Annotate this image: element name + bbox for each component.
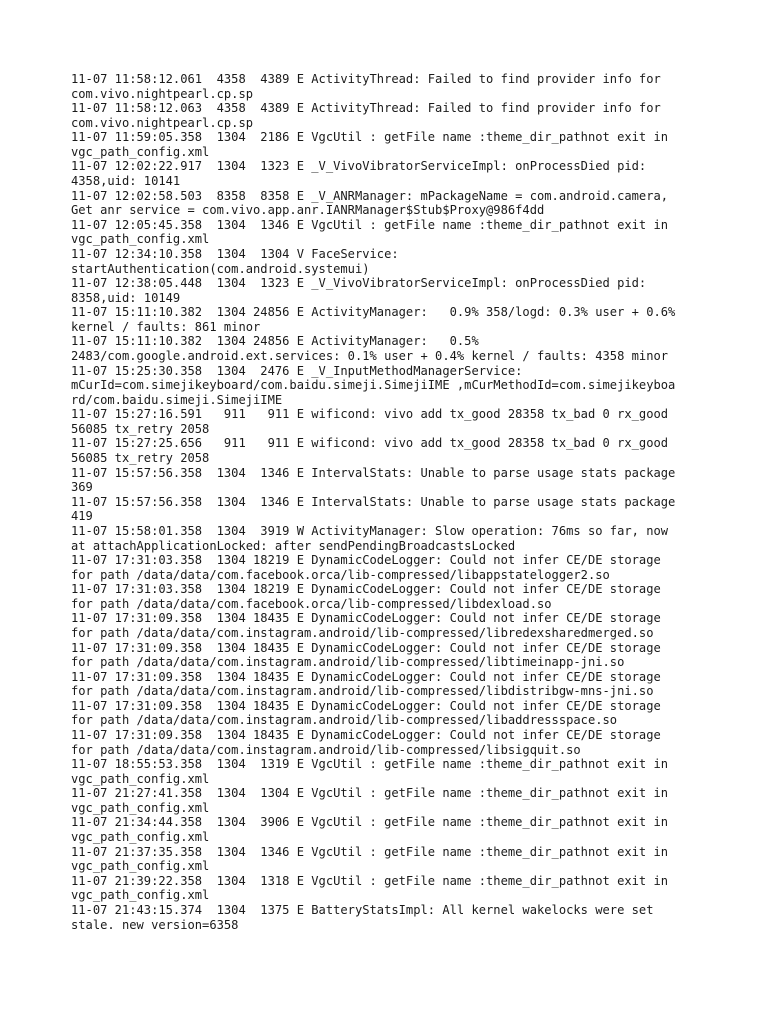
log-line: vgc_path_config.xml bbox=[71, 830, 210, 845]
log-line: com.vivo.nightpearl.cp.sp bbox=[71, 86, 254, 101]
log-line: 56085 tx_retry 2058 bbox=[71, 451, 210, 466]
log-line: vgc_path_config.xml bbox=[71, 771, 210, 786]
log-line: 369 bbox=[71, 480, 93, 495]
log-line: at attachApplicationLocked: after sendPendingBroadcastsLocked bbox=[71, 538, 516, 553]
log-line: for path /data/data/com.instagram.android/lib-compressed/libredexsharedmerged.so bbox=[71, 625, 654, 640]
log-line: 11-07 21:37:35.358 1304 1346 E VgcUtil : getFile name :theme_dir_pathnot exit in bbox=[71, 844, 669, 859]
log-line: 11-07 17:31:09.358 1304 18435 E DynamicCodeLogger: Could not infer CE/DE storage bbox=[71, 698, 661, 713]
log-line: mCurId=com.simejikeyboard/com.baidu.simeji.SimejiIME ,mCurMethodId=com.simejikeyboa bbox=[71, 378, 676, 393]
log-line: for path /data/data/com.facebook.orca/lib-compressed/libappstatelogger2.so bbox=[71, 567, 610, 582]
log-line: for path /data/data/com.instagram.android/lib-compressed/libdistribgw-mns-jni.so bbox=[71, 684, 654, 699]
log-line: 11-07 21:39:22.358 1304 1318 E VgcUtil : getFile name :theme_dir_pathnot exit in bbox=[71, 873, 669, 888]
log-text-block bbox=[71, 72, 711, 932]
log-line: 11-07 15:58:01.358 1304 3919 W ActivityManager: Slow operation: 76ms so far, now bbox=[71, 523, 669, 538]
log-line: 11-07 15:57:56.358 1304 1346 E IntervalStats: Unable to parse usage stats package bbox=[71, 465, 676, 480]
log-line: 56085 tx_retry 2058 bbox=[71, 421, 210, 436]
log-line: 11-07 15:27:16.591 911 911 E wificond: vivo add tx_good 28358 tx_bad 0 rx_good bbox=[71, 407, 669, 422]
log-line: startAuthentication(com.android.systemui) bbox=[71, 261, 370, 276]
log-line: 11-07 12:05:45.358 1304 1346 E VgcUtil : getFile name :theme_dir_pathnot exit in bbox=[71, 217, 669, 232]
log-line: rd/com.baidu.simeji.SimejiIME bbox=[71, 392, 283, 407]
log-line: vgc_path_config.xml bbox=[71, 859, 210, 874]
log-line: vgc_path_config.xml bbox=[71, 888, 210, 903]
log-line: 11-07 17:31:09.358 1304 18435 E DynamicCodeLogger: Could not infer CE/DE storage bbox=[71, 611, 661, 626]
log-line: 11-07 17:31:09.358 1304 18435 E DynamicCodeLogger: Could not infer CE/DE storage bbox=[71, 640, 661, 655]
log-line: 419 bbox=[71, 509, 93, 524]
log-line: 11-07 12:02:22.917 1304 1323 E _V_VivoVibratorServiceImpl: onProcessDied pid: bbox=[71, 159, 647, 174]
log-line: stale. new version=6358 bbox=[71, 917, 239, 932]
log-line: vgc_path_config.xml bbox=[71, 144, 210, 159]
log-line: 11-07 11:58:12.061 4358 4389 E ActivityThread: Failed to find provider info for bbox=[71, 72, 661, 86]
log-line: 8358,uid: 10149 bbox=[71, 290, 181, 305]
log-line: vgc_path_config.xml bbox=[71, 800, 210, 815]
log-line: 11-07 15:25:30.358 1304 2476 E _V_InputMethodManagerService: bbox=[71, 363, 523, 378]
log-line: 11-07 17:31:03.358 1304 18219 E DynamicCodeLogger: Could not infer CE/DE storage bbox=[71, 582, 661, 597]
log-line: for path /data/data/com.instagram.android/lib-compressed/libtimeinapp-jni.so bbox=[71, 655, 625, 670]
log-line: 11-07 21:34:44.358 1304 3906 E VgcUtil : getFile name :theme_dir_pathnot exit in bbox=[71, 815, 669, 830]
log-line: for path /data/data/com.instagram.android/lib-compressed/libaddressspace.so bbox=[71, 713, 618, 728]
log-line: 11-07 11:59:05.358 1304 2186 E VgcUtil : getFile name :theme_dir_pathnot exit in bbox=[71, 130, 669, 145]
log-line: 4358,uid: 10141 bbox=[71, 174, 181, 189]
log-line: 11-07 15:11:10.382 1304 24856 E ActivityManager: 0.9% 358/logd: 0.3% user + 0.6% bbox=[71, 305, 676, 320]
log-line: 11-07 11:58:12.063 4358 4389 E ActivityThread: Failed to find provider info for bbox=[71, 101, 661, 116]
log-line: com.vivo.nightpearl.cp.sp bbox=[71, 115, 254, 130]
log-line: 11-07 12:34:10.358 1304 1304 V FaceService: bbox=[71, 246, 399, 261]
log-line: kernel / faults: 861 minor bbox=[71, 319, 261, 334]
log-line: 11-07 17:31:03.358 1304 18219 E DynamicCodeLogger: Could not infer CE/DE storage bbox=[71, 553, 661, 568]
log-line: 2483/com.google.android.ext.services: 0.1% user + 0.4% kernel / faults: 4358 minor bbox=[71, 348, 669, 363]
log-line: 11-07 18:55:53.358 1304 1319 E VgcUtil : getFile name :theme_dir_pathnot exit in bbox=[71, 757, 669, 772]
log-line: 11-07 15:57:56.358 1304 1346 E IntervalStats: Unable to parse usage stats package bbox=[71, 494, 676, 509]
log-line: 11-07 12:02:58.503 8358 8358 E _V_ANRManager: mPackageName = com.android.camera, bbox=[71, 188, 669, 203]
log-line: 11-07 21:27:41.358 1304 1304 E VgcUtil : getFile name :theme_dir_pathnot exit in bbox=[71, 786, 669, 801]
log-line: 11-07 12:38:05.448 1304 1323 E _V_VivoVibratorServiceImpl: onProcessDied pid: bbox=[71, 276, 647, 291]
log-line: 11-07 21:43:15.374 1304 1375 E BatteryStatsImpl: All kernel wakelocks were set bbox=[71, 902, 654, 917]
log-line: for path /data/data/com.facebook.orca/lib-compressed/libdexload.so bbox=[71, 596, 552, 611]
log-line: for path /data/data/com.instagram.android/lib-compressed/libsigquit.so bbox=[71, 742, 581, 757]
log-line: vgc_path_config.xml bbox=[71, 232, 210, 247]
log-line: Get anr service = com.vivo.app.anr.IANRManager$Stub$Proxy@986f4dd bbox=[71, 203, 545, 218]
log-line: 11-07 15:27:25.656 911 911 E wificond: vivo add tx_good 28358 tx_bad 0 rx_good bbox=[71, 436, 669, 451]
log-line: 11-07 17:31:09.358 1304 18435 E DynamicCodeLogger: Could not infer CE/DE storage bbox=[71, 728, 661, 743]
log-line: 11-07 17:31:09.358 1304 18435 E DynamicCodeLogger: Could not infer CE/DE storage bbox=[71, 669, 661, 684]
log-line: 11-07 15:11:10.382 1304 24856 E ActivityManager: 0.5% bbox=[71, 334, 479, 349]
